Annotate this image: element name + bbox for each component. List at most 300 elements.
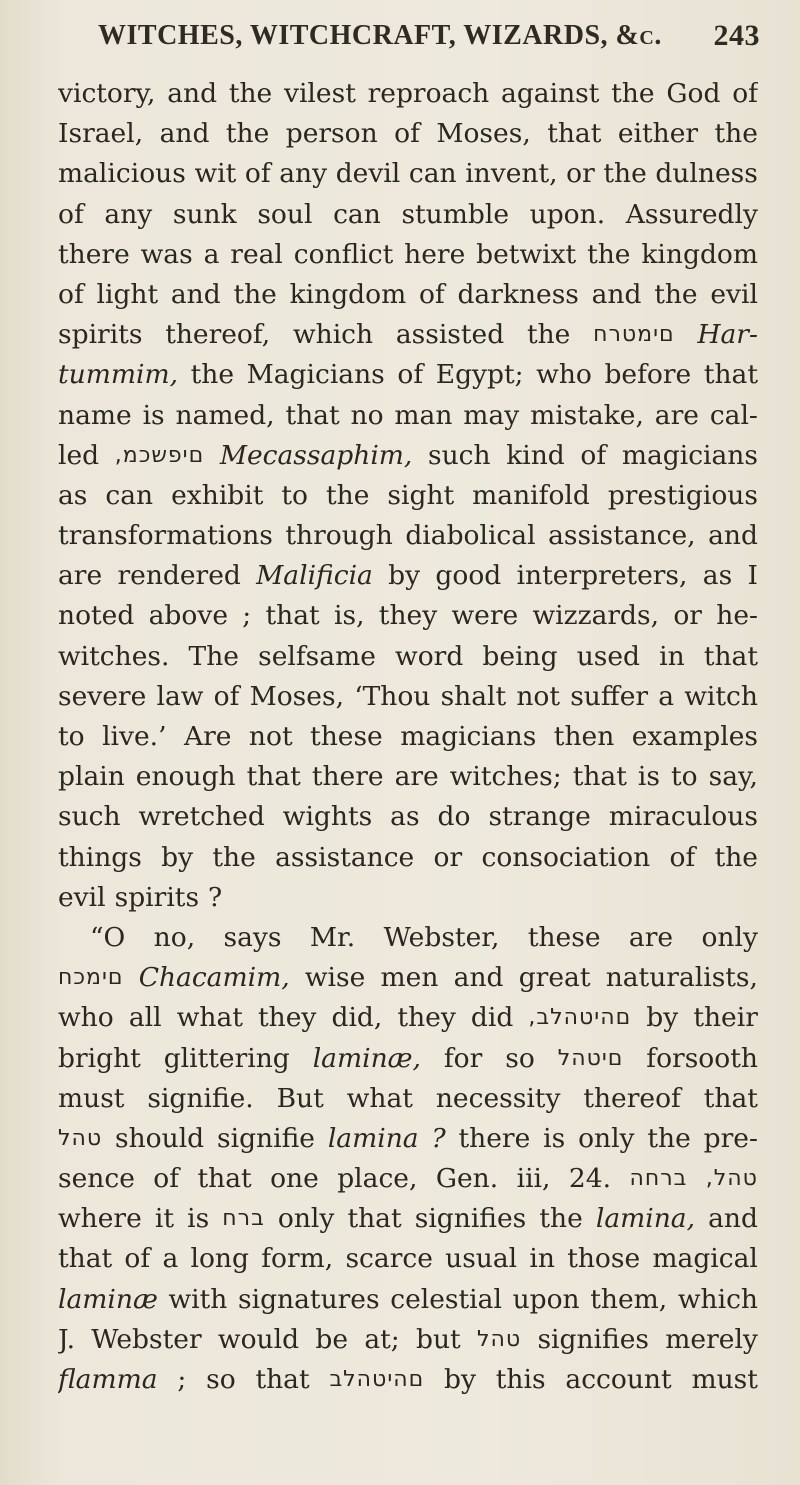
text-line [58, 1360, 758, 1400]
word: them, [590, 1283, 668, 1315]
word: long [190, 1243, 249, 1275]
word: as [702, 560, 733, 592]
word: laminæ, [312, 1042, 421, 1074]
word: J. [58, 1323, 75, 1355]
word: real [230, 238, 283, 270]
word: as [390, 801, 420, 833]
text-line [58, 1159, 758, 1199]
word: what [176, 1002, 243, 1034]
word: all [128, 1002, 162, 1034]
word: kingdom [641, 238, 758, 270]
word: 24. [568, 1163, 612, 1195]
text-line [58, 838, 758, 878]
word: Gen. [435, 1163, 499, 1195]
word: spirits [58, 319, 143, 351]
word: ; [242, 600, 252, 632]
word: iii, [516, 1163, 551, 1195]
word: I [747, 560, 758, 592]
text-line [58, 637, 758, 677]
text-line [58, 154, 758, 194]
word: light [96, 278, 159, 310]
word: they [378, 600, 438, 632]
word: ? [208, 881, 223, 913]
word: to [670, 761, 698, 793]
word: exhibit [171, 479, 264, 511]
word: the [587, 238, 631, 270]
word: or [433, 841, 463, 873]
word: and [591, 278, 642, 310]
word: lamina, [595, 1203, 696, 1235]
word: be [315, 1323, 349, 1355]
word: can [333, 198, 381, 230]
word: Assuredly [625, 198, 758, 230]
word: Webster [91, 1323, 202, 1355]
text-line [58, 918, 758, 958]
word: the [603, 158, 647, 190]
word: that [703, 359, 758, 391]
word: manifold [472, 479, 590, 511]
word: invent, [465, 158, 558, 190]
word: by [161, 841, 194, 873]
word: as [58, 479, 88, 511]
hebrew-word: טהל, [705, 1166, 758, 1192]
word: evil [58, 881, 106, 913]
word: cal- [709, 399, 758, 431]
word: assistance, [548, 520, 696, 552]
word: led [58, 439, 100, 471]
hebrew-word: טהל [477, 1326, 522, 1352]
word: of [669, 841, 696, 873]
word: evil [710, 278, 758, 310]
hebrew-word: םיפשכמ, [114, 442, 205, 468]
word: rendered [117, 560, 241, 592]
text-line [58, 958, 758, 998]
word: the [714, 118, 758, 150]
word: that [197, 1163, 252, 1195]
word: they [397, 1002, 456, 1034]
word: wit [194, 158, 237, 190]
word: pre- [703, 1122, 758, 1154]
text-line [58, 235, 758, 275]
word: are [394, 761, 439, 793]
text-line [58, 556, 758, 596]
text-line [58, 516, 758, 556]
word: those [567, 1243, 641, 1275]
word: of [58, 278, 84, 310]
text-line [58, 1280, 758, 1320]
word: and [170, 278, 221, 310]
text-line [58, 1039, 758, 1079]
hebrew-word: ברחה [629, 1166, 688, 1192]
word: who [536, 359, 592, 391]
word: should [115, 1122, 205, 1154]
word: wise [304, 962, 366, 994]
word: usual [445, 1243, 518, 1275]
word: are [628, 921, 674, 953]
text-line [58, 998, 758, 1038]
word: magicians [621, 439, 758, 471]
word: account [565, 1364, 672, 1395]
word: and [453, 962, 504, 994]
word: for [443, 1042, 483, 1074]
word: by [444, 1364, 476, 1395]
word: Egypt; [435, 359, 524, 391]
text-line [58, 677, 758, 717]
word: who [58, 1002, 114, 1034]
hebrew-word: םיטהל [557, 1045, 624, 1071]
text-line [58, 717, 758, 757]
word: witches; [449, 761, 562, 793]
word: Magicians [246, 359, 385, 391]
word: shalt [440, 680, 507, 712]
word: Mecassaphim, [219, 439, 413, 471]
word: spirits [114, 881, 200, 913]
word: any [104, 198, 153, 230]
word: man [394, 399, 453, 431]
word: merely [665, 1323, 758, 1355]
word: the [526, 319, 571, 351]
word: examples [631, 721, 758, 752]
word: that [572, 761, 627, 793]
word: word [395, 640, 464, 672]
word: being [482, 640, 558, 672]
text-line [58, 1079, 758, 1119]
word: did, [331, 1002, 383, 1034]
word: Israel, [58, 118, 144, 150]
word: of [124, 1243, 151, 1275]
word: magical [652, 1243, 758, 1275]
word: the [714, 841, 758, 873]
text-line [58, 596, 758, 636]
word: at; [364, 1323, 400, 1355]
word: name [58, 399, 132, 431]
hebrew-word: טהל [58, 1125, 103, 1151]
word: such [58, 801, 121, 833]
word: that [703, 640, 758, 672]
word: signifies [537, 1323, 649, 1355]
word: and [159, 118, 210, 150]
text-line [58, 315, 758, 355]
word: the [326, 479, 370, 511]
word: and [708, 1203, 758, 1235]
word: signatures [238, 1283, 380, 1315]
text-line [58, 355, 758, 395]
word: malicious [58, 158, 186, 190]
word: of [418, 278, 445, 310]
word: must [691, 1364, 758, 1395]
word: must [58, 1082, 125, 1114]
text-line [58, 757, 758, 797]
word: scarce [345, 1243, 433, 1275]
word: consociation [481, 841, 651, 873]
word: is, [334, 600, 365, 632]
word: sence [58, 1163, 135, 1195]
word: against [501, 78, 600, 109]
word: only [277, 1203, 335, 1235]
word: laminæ [58, 1283, 158, 1315]
word: where [58, 1203, 142, 1235]
text-line [58, 797, 758, 837]
hebrew-word: םהיטהלב, [528, 1005, 632, 1031]
word: that [285, 399, 340, 431]
hebrew-word: םהיטהלב [329, 1367, 425, 1392]
word: Webster, [383, 921, 500, 953]
text-line [58, 1320, 758, 1360]
word: noted [58, 600, 135, 632]
word: Chacamim, [138, 962, 290, 994]
word: such [427, 439, 491, 471]
word: miraculous [608, 801, 758, 833]
word: no [350, 399, 384, 431]
word: vilest [283, 78, 356, 109]
word: celestial [390, 1283, 502, 1315]
word: what [346, 1082, 413, 1114]
word: is [142, 399, 165, 431]
word: a [203, 238, 220, 270]
word: witch [684, 680, 758, 712]
word: only [701, 921, 758, 953]
word: are [58, 560, 103, 592]
word: then [553, 721, 615, 752]
word: upon [512, 1283, 580, 1315]
word: selfsame [258, 640, 376, 672]
word: signifies [414, 1203, 527, 1235]
word: law [156, 680, 204, 712]
word: that [265, 600, 320, 632]
word: victory, [58, 78, 156, 109]
word: of [244, 158, 271, 190]
word: it [154, 1203, 175, 1235]
word: form, [261, 1243, 334, 1275]
word: and [708, 520, 758, 552]
word: of [213, 680, 240, 712]
word: that [255, 1364, 310, 1395]
word: he- [716, 600, 758, 632]
word: used [576, 640, 641, 672]
word: kingdom [289, 278, 407, 310]
word: Malificia [256, 560, 373, 592]
word: they [258, 1002, 317, 1034]
word: say, [708, 761, 758, 793]
word: not [248, 721, 293, 752]
text-line [58, 114, 758, 154]
word: of [58, 198, 84, 230]
word: only [578, 1122, 635, 1154]
word: thereof, [165, 319, 271, 351]
word: mistake, [530, 399, 644, 431]
word: here [404, 238, 466, 270]
word: above [148, 600, 228, 632]
word: ; [177, 1364, 187, 1395]
word: The [188, 640, 239, 672]
word: betwixt [476, 238, 577, 270]
word: of [397, 359, 424, 391]
word: there [458, 1122, 531, 1154]
word: that [58, 1243, 113, 1275]
word: or [673, 600, 702, 632]
word: can [408, 158, 457, 190]
word: were [451, 600, 519, 632]
word: ‘Thou [354, 680, 431, 712]
word: which [677, 1283, 758, 1315]
text-line [58, 275, 758, 315]
word: upon. [529, 198, 606, 230]
word: conflict [293, 238, 394, 270]
word: strange [488, 801, 591, 833]
word: that [703, 1082, 758, 1114]
word: the [539, 1203, 583, 1235]
word: wights [282, 801, 373, 833]
word: necessity [435, 1082, 561, 1114]
word: enough [135, 761, 236, 793]
word: of [732, 78, 758, 109]
word: flamma [58, 1364, 158, 1395]
word: but [416, 1323, 461, 1355]
word: these [527, 921, 601, 953]
word: “O [90, 921, 126, 953]
word: plain [58, 761, 125, 793]
word: assistance [275, 841, 415, 873]
word: ? [431, 1122, 446, 1154]
word: any [279, 158, 328, 190]
word: of [153, 1163, 180, 1195]
word: the [190, 359, 235, 391]
word: that [547, 118, 602, 150]
word: to [281, 479, 308, 511]
word: assisted [395, 319, 505, 351]
word: suffer [570, 680, 649, 712]
word: place, [337, 1163, 418, 1195]
word: stumble [401, 198, 510, 230]
word: glittering [163, 1042, 290, 1074]
text-line [58, 195, 758, 235]
word: good [435, 560, 502, 592]
word: forsooth [646, 1042, 758, 1074]
word: are [654, 399, 699, 431]
word: so [505, 1042, 535, 1074]
word: through [285, 520, 393, 552]
word: is [637, 761, 660, 793]
word: a [658, 680, 675, 712]
word: God [666, 78, 721, 109]
text-line [58, 476, 758, 516]
word: and [167, 78, 218, 109]
word: dulness [655, 158, 758, 190]
word: thereof [583, 1082, 681, 1114]
text-line [58, 1119, 758, 1159]
word: the [228, 78, 273, 109]
word: magicians [400, 721, 537, 752]
word: lamina [327, 1122, 419, 1154]
word: no, [153, 921, 196, 953]
word: is [187, 1203, 210, 1235]
word: Are [183, 721, 232, 752]
text-line [58, 1239, 758, 1279]
word: did [470, 1002, 514, 1034]
word: to [58, 721, 85, 752]
word: But [276, 1082, 324, 1114]
word: wretched [138, 801, 265, 833]
word: sight [387, 479, 455, 511]
word: signifie [217, 1122, 315, 1154]
word: soul [257, 198, 313, 230]
running-head [98, 14, 760, 58]
word: can [105, 479, 154, 511]
word: either [617, 118, 699, 150]
word: the [654, 278, 698, 310]
word: transformations [58, 520, 273, 552]
word: severe [58, 680, 147, 712]
word: Moses, [436, 118, 531, 150]
text-line [58, 878, 758, 918]
word: before [604, 359, 692, 391]
word: with [168, 1283, 228, 1315]
word: says [223, 921, 282, 953]
word: men [380, 962, 439, 994]
word: would [217, 1323, 300, 1355]
word: great [518, 962, 591, 994]
word: that [246, 761, 301, 793]
word: these [310, 721, 383, 752]
word: this [495, 1364, 546, 1395]
word: not [516, 680, 561, 712]
word: of [580, 439, 607, 471]
word: Moses, [249, 680, 344, 712]
word: or [566, 158, 595, 190]
word: live.’ [102, 721, 167, 752]
word: was [140, 238, 193, 270]
word: the [611, 78, 655, 109]
word: things [58, 841, 142, 873]
word: do [437, 801, 471, 833]
word: of [394, 118, 420, 150]
word: interpreters, [516, 560, 688, 592]
word: kind [506, 439, 565, 471]
word: the [225, 118, 270, 150]
running-title: WITCHES, WITCHCRAFT, WIZARDS, &c. [98, 20, 662, 51]
word: tummim, [58, 359, 179, 391]
word: one [270, 1163, 319, 1195]
word: diabolical [405, 520, 536, 552]
word: by [388, 560, 421, 592]
word: a [162, 1243, 179, 1275]
word: there [58, 238, 130, 270]
word: reproach [367, 78, 490, 109]
text-line [58, 74, 758, 114]
word: prestigious [607, 479, 758, 511]
word: darkness [457, 278, 579, 310]
word: that [347, 1203, 402, 1235]
text-line [58, 1199, 758, 1239]
word: Har- [697, 319, 758, 351]
text-line [58, 436, 758, 476]
page-number: 243 [713, 19, 760, 52]
hebrew-word: ברח [222, 1206, 265, 1232]
word: bright [58, 1042, 141, 1074]
word: in [529, 1243, 555, 1275]
word: by [646, 1002, 679, 1034]
word: may [463, 399, 520, 431]
word: person [285, 118, 378, 150]
word: so [206, 1364, 236, 1395]
word: named, [175, 399, 275, 431]
hebrew-word: םימכח [58, 965, 124, 991]
word: Mr. [309, 921, 356, 953]
word: the [647, 1122, 691, 1154]
word: devil [335, 158, 401, 190]
word: the [233, 278, 277, 310]
word: witches. [58, 640, 170, 672]
